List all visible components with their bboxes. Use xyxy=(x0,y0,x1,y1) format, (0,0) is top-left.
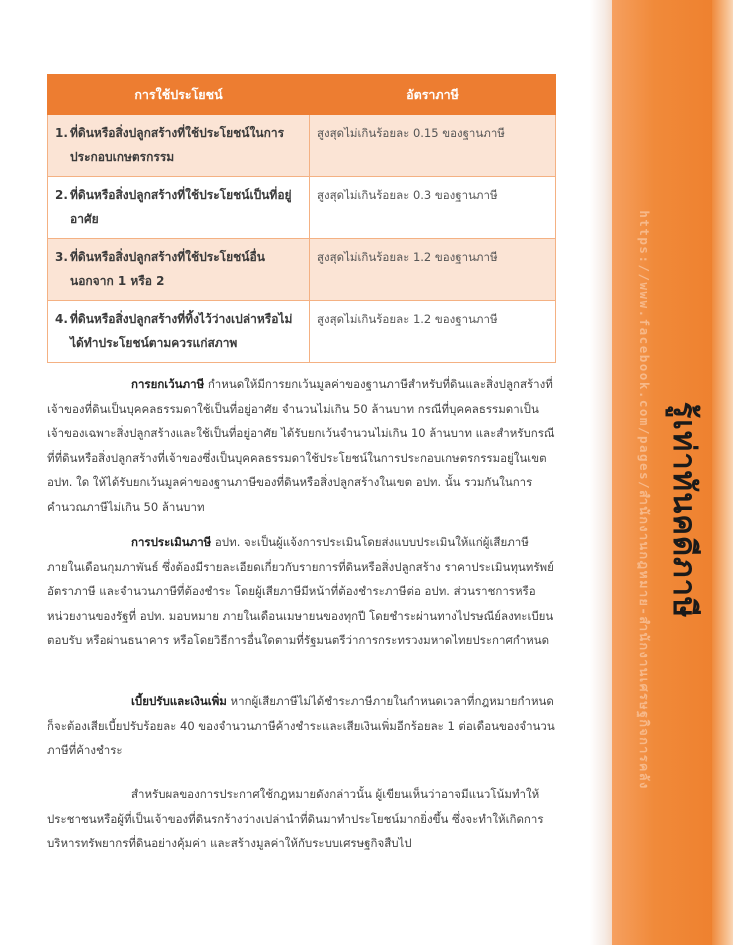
conclusion-paragraph xyxy=(47,782,559,856)
exemption-heading: การยกเว้นภาษี xyxy=(131,377,205,391)
assessment-heading: การประเมินภาษี xyxy=(131,535,212,549)
rate-text: สูงสุดไม่เกินร้อยละ 0.3 ของฐานภาษี xyxy=(310,177,556,239)
table-row xyxy=(48,177,556,239)
usage-text: ที่ดินหรือสิ่งปลูกสร้างที่ทิ้งไว้ว่างเปล่าหรือไม่ได้ทำประโยชน์ตามควรแก่สภาพ xyxy=(70,312,293,350)
usage-text: ที่ดินหรือสิ่งปลูกสร้างที่ใช้ประโยชน์ในการประกอบเกษตรกรรม xyxy=(70,126,285,164)
penalty-text: หากผู้เสียภาษีไม่ได้ชำระภาษีภายในกำหนดเวลาที่กฎหมายกำหนด ก็จะต้องเสียเบี้ยปรับร้อยละ 40 ของจำนวนภาษีค้างชำระและเสียเงินเพิ่มอีกร้อยละ 1 ต่อเดือนของจำนวนภาษีที่ค้างชำระ xyxy=(47,694,555,757)
sidebar-edge-stripe xyxy=(712,0,733,945)
exemption-paragraph xyxy=(47,372,559,519)
usage-text: ที่ดินหรือสิ่งปลูกสร้างที่ใช้ประโยชน์อื่นนอกจาก 1 หรือ 2 xyxy=(70,250,265,288)
row-number: 2. xyxy=(55,188,68,202)
sidebar-facebook-url: https://www.facebook.com/pages/สำนักงานกฎหมาย-สำนักงานเศรษฐกิจการคลัง xyxy=(637,210,652,790)
table-row xyxy=(48,115,556,177)
exemption-text: กำหนดให้มีการยกเว้นมูลค่าของฐานภาษีสำหรับที่ดินและสิ่งปลูกสร้างที่เจ้าของที่ดินเป็นบุคคลธรรมดาใช้เป็นที่อยู่อาศัย จำนวนไม่เกิน 50 ล้านบาท กรณีที่บุคคลธรรมดาเป็นเจ้าของเฉพาะสิ่งปลูกสร้างและใช้เป็นที่อยู่อาศัย ได้รับยกเว้นจำนวนไม่เกิน 10 ล้านบาท และสำหรับกรณีที่ที่ดินหรือสิ่งปลูกสร้างที่เจ้าของซึ่งเป็นบุคคลธรรมดาใช้ประโยชน์ในการประกอบเกษตรกรรมอยู่ในเขต อปท. ใด ให้ได้รับยกเว้นมูลค่าของฐานภาษีของที่ดินหรือสิ่งปลูกสร้างในเขต อปท. นั้น รวมกันในการคำนวณภาษีไม่เกิน 50 ล้านบาท xyxy=(47,377,555,514)
table-row xyxy=(48,301,556,363)
penalty-paragraph xyxy=(47,689,559,763)
row-number: 1. xyxy=(55,126,68,140)
rate-text: สูงสุดไม่เกินร้อยละ 1.2 ของฐานภาษี xyxy=(310,239,556,301)
sidebar-title: รู้เท่าทันคดีภาษี xyxy=(666,401,702,619)
conclusion-text: สำหรับผลของการประกาศใช้กฎหมายดังกล่าวนั้น ผู้เขียนเห็นว่าอาจมีแนวโน้มทำให้ประชาชนหรือผู้ที่เป็นเจ้าของที่ดินรกร้างว่างเปล่านำที่ดินมาทำประโยชน์มากยิ่งขึ้น ซึ่งจะทำให้เกิดการบริหารทรัพยากรที่ดินอย่างคุ้มค่า และสร้างมูลค่าให้กับระบบเศรษฐกิจสืบไป xyxy=(47,787,544,850)
header-tax-rate: อัตราภาษี xyxy=(310,75,556,115)
tax-rate-table xyxy=(47,74,556,363)
row-number: 3. xyxy=(55,250,68,264)
assessment-paragraph xyxy=(47,530,559,653)
table-row xyxy=(48,239,556,301)
sidebar-shadow xyxy=(590,0,614,945)
header-usage: การใช้ประโยชน์ xyxy=(48,75,310,115)
penalty-heading: เบี้ยปรับและเงินเพิ่ม xyxy=(131,694,227,708)
rate-text: สูงสุดไม่เกินร้อยละ 1.2 ของฐานภาษี xyxy=(310,301,556,363)
table-header-row xyxy=(48,75,556,115)
row-number: 4. xyxy=(55,312,68,326)
assessment-text: อปท. จะเป็นผู้แจ้งการประเมินโดยส่งแบบประเมินให้แก่ผู้เสียภาษีภายในเดือนกุมภาพันธ์ ซึ่งต้องมีรายละเอียดเกี่ยวกับรายการที่ดินหรือสิ่งปลูกสร้าง ราคาประเมินทุนทรัพย์ อัตราภาษี และจำนวนภาษีที่ต้องชำระ โดยผู้เสียภาษีมีหน้าที่ต้องชำระภาษีต่อ อปท. ส่วนราชการหรือหน่วยงานของรัฐที่ อปท. มอบหมาย ภายในเดือนเมษายนของทุกปี โดยชำระผ่านทางไปรษณีย์ลงทะเบียนตอบรับ หรือผ่านธนาคาร หรือโดยวิธีการอื่นใดตามที่รัฐมนตรีว่าการกระทรวงมหาดไทยประกาศกำหนด xyxy=(47,535,554,647)
rate-text: สูงสุดไม่เกินร้อยละ 0.15 ของฐานภาษี xyxy=(310,115,556,177)
usage-text: ที่ดินหรือสิ่งปลูกสร้างที่ใช้ประโยชน์เป็นที่อยู่อาศัย xyxy=(70,188,292,226)
